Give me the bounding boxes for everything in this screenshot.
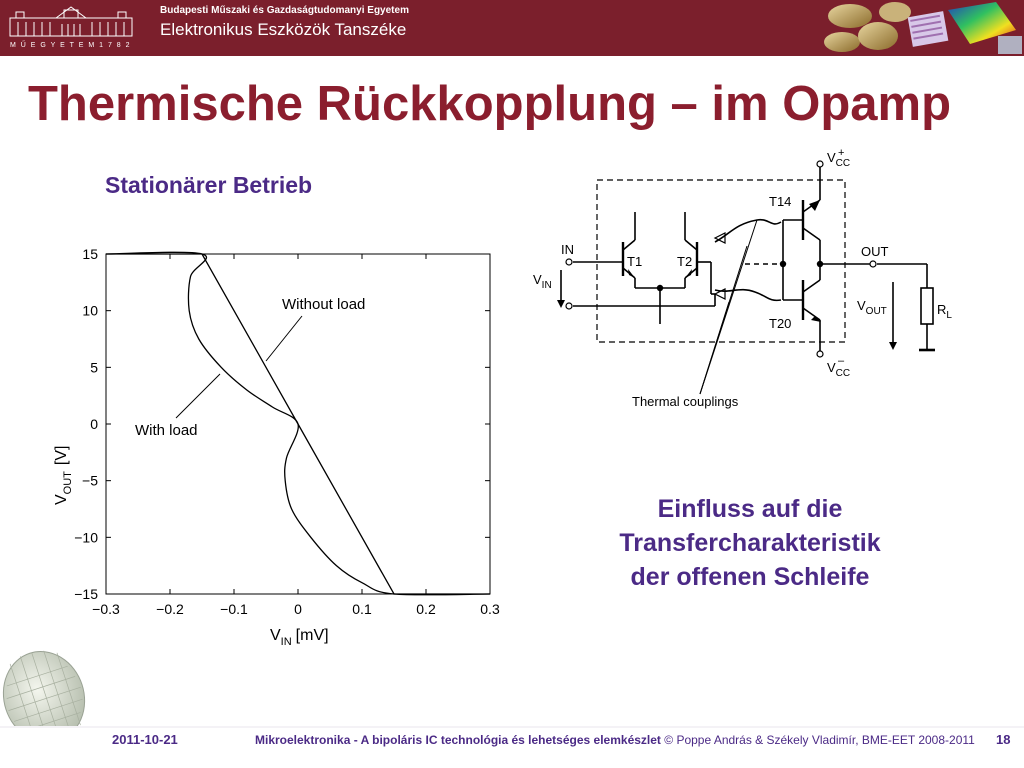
x-axis-label-main: V (270, 627, 281, 644)
x-tick-label: 0.1 (352, 601, 372, 617)
caption-line-3: der offenen Schleife (630, 563, 870, 591)
y-tick-label: 5 (90, 359, 98, 376)
header-bar (0, 0, 1024, 56)
y-tick-label: −15 (74, 586, 98, 602)
logo-text: M Ű E G Y E T E M 1 7 8 2 (10, 42, 132, 49)
load-resistor (921, 288, 933, 324)
vin-main: V (533, 272, 542, 287)
x-tick-label: −0.2 (156, 601, 184, 617)
x-tick-label: 0.2 (416, 601, 436, 617)
y-axis-label-sub: OUT (62, 471, 74, 495)
x-axis-label (270, 627, 329, 648)
vin-label (533, 272, 552, 291)
y-axis-label (53, 446, 74, 505)
t2-label: T2 (677, 254, 693, 269)
slide-caption (585, 492, 915, 594)
y-axis-label-main: V (53, 494, 70, 505)
slide-subtitle: Stationärer Betrieb (105, 172, 313, 198)
vcc-minus-sup: – (838, 355, 845, 367)
annotation-without-load-pointer (266, 316, 302, 361)
x-axis-label-sub: IN (280, 636, 292, 648)
vcc-plus-sup: + (838, 147, 845, 159)
rl-sub: L (946, 310, 952, 321)
footer-course-title: Mikroelektronika - A bipoláris IC technológia és lehetséges elemkészlet (255, 733, 661, 747)
svg-text:VIN[mV] (270, 627, 329, 648)
footer-date: 2011-10-21 (112, 732, 178, 747)
vin-sub: IN (541, 280, 552, 291)
x-axis-label-unit: [mV] (295, 627, 329, 644)
t20-label: T20 (769, 316, 792, 331)
university-name: Budapesti Műszaki és Gazdaságtudomanyi Egyetem (160, 5, 409, 16)
annotation-with-load-pointer (176, 374, 220, 418)
caption-line-1: Einfluss auf die (657, 495, 843, 523)
vcc-minus-sub: CC (835, 368, 851, 379)
slide-title: Thermische Rückkopplung – im Opamp (28, 77, 952, 131)
svg-text:VOUT[V] (53, 446, 74, 505)
x-tick-label: −0.3 (92, 601, 120, 617)
y-axis-label-unit: [V] (53, 445, 70, 466)
department-name: Elektronikus Eszközök Tanszéke (160, 20, 407, 39)
y-tick-label: −5 (82, 472, 98, 489)
vout-label (857, 298, 887, 317)
out-label: OUT (861, 244, 889, 259)
y-tick-label: 10 (82, 302, 98, 319)
vout-sub: OUT (865, 306, 887, 317)
y-tick-label: 15 (82, 246, 98, 262)
x-tick-labels (92, 601, 500, 617)
y-tick-label: 0 (90, 416, 98, 432)
rl-label (937, 302, 952, 321)
footer-course (255, 733, 975, 747)
x-tick-label: 0.3 (480, 601, 500, 617)
opamp-circuit-diagram (525, 142, 975, 422)
in-label: IN (561, 242, 574, 257)
vcc-plus-main: V (827, 150, 836, 165)
vcc-minus-main: V (827, 360, 836, 375)
rl-main: R (937, 302, 947, 317)
x-tick-label: −0.1 (220, 601, 248, 617)
annotation-with-load: With load (135, 422, 198, 439)
footer-credit: © Poppe András & Székely Vladimír, BME-EET 2008-2011 (664, 733, 975, 747)
vcc-plus-sub: CC (835, 158, 851, 169)
x-tick-label: 0 (294, 601, 302, 617)
y-tick-label: −10 (74, 529, 98, 546)
university-logo (6, 4, 136, 50)
thermal-couplings-label: Thermal couplings (632, 394, 739, 409)
page-number: 18 (996, 732, 1011, 747)
chip-decoration-image (820, 0, 1024, 56)
vout-main: V (857, 298, 866, 313)
caption-line-2: Transfercharakteristik (619, 529, 881, 557)
transfer-characteristic-chart (40, 240, 510, 650)
t14-label: T14 (769, 194, 792, 209)
annotation-without-load: Without load (282, 296, 366, 313)
y-tick-labels (74, 246, 98, 602)
t1-label: T1 (627, 254, 643, 269)
